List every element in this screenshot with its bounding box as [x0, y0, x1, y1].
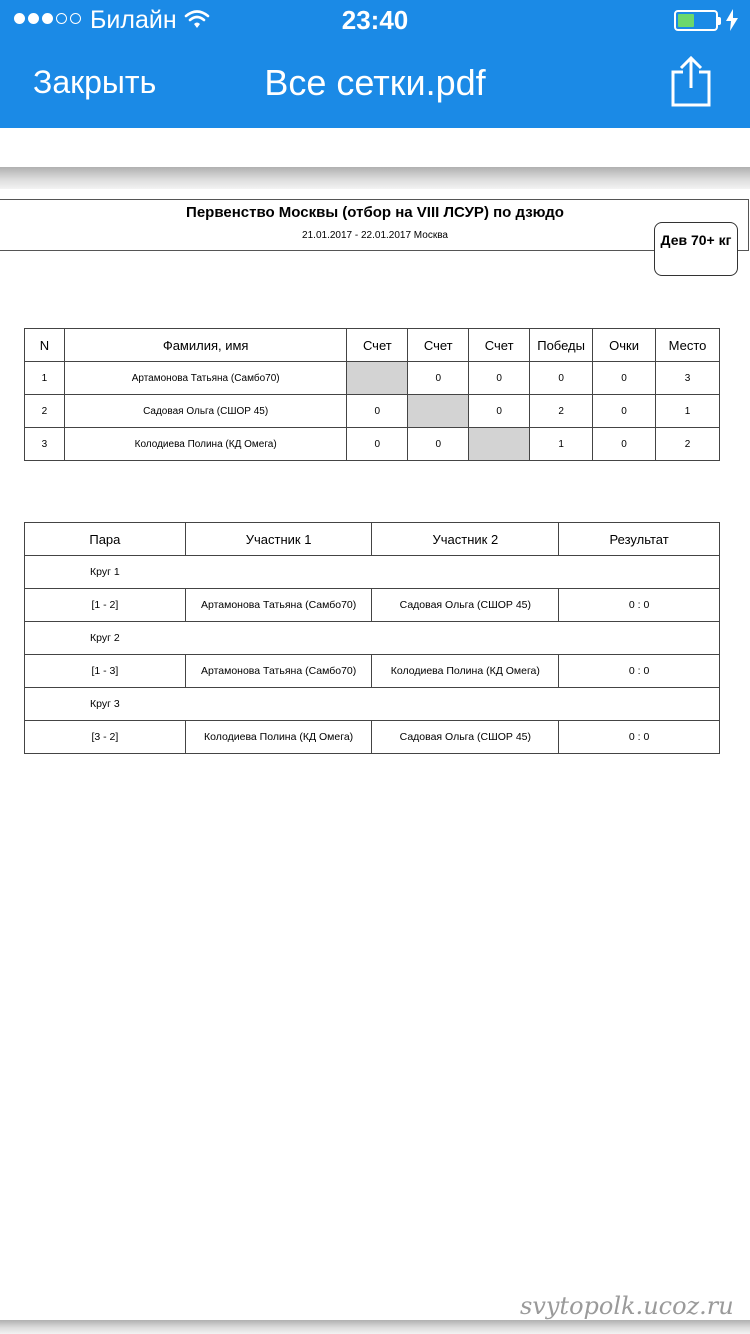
cell-participant-1: Артамонова Татьяна (Самбо70)	[185, 589, 372, 622]
round-label: Круг 3	[25, 688, 720, 721]
cell-place: 1	[656, 395, 720, 428]
cell-score: 0	[469, 395, 530, 428]
col-header-number: N	[25, 329, 65, 362]
col-header-participant-2: Участник 2	[372, 523, 559, 556]
cell-score-blank	[408, 395, 469, 428]
cell-participant-2: Садовая Ольга (СШОР 45)	[372, 589, 559, 622]
cell-result: 0 : 0	[559, 655, 720, 688]
round-row	[25, 556, 720, 589]
col-header-points: Очки	[593, 329, 656, 362]
status-time: 23:40	[341, 5, 409, 35]
document-title: Все сетки.pdf	[264, 62, 486, 103]
cell-participant-1: Колодиева Полина (КД Омега)	[185, 721, 372, 754]
status-bar	[0, 0, 750, 40]
cell-score-blank	[347, 362, 408, 395]
col-header-wins: Победы	[530, 329, 593, 362]
col-header-score-3: Счет	[469, 329, 530, 362]
cell-result: 0 : 0	[559, 589, 720, 622]
cell-wins: 1	[530, 428, 593, 461]
cell-participant-2: Садовая Ольга (СШОР 45)	[372, 721, 559, 754]
cell-score: 0	[347, 428, 408, 461]
cell-participant-1: Артамонова Татьяна (Самбо70)	[185, 655, 372, 688]
cell-score: 0	[347, 395, 408, 428]
competition-dates: 21.01.2017 - 22.01.2017 Москва	[302, 230, 448, 241]
cell-wins: 0	[530, 362, 593, 395]
round-label: Круг 1	[25, 556, 720, 589]
pairings-table	[24, 522, 720, 754]
table-row	[25, 395, 720, 428]
col-header-participant-1: Участник 1	[185, 523, 372, 556]
cell-score-blank	[469, 428, 530, 461]
cell-points: 0	[593, 362, 656, 395]
col-header-score-2: Счет	[408, 329, 469, 362]
col-header-pair: Пара	[25, 523, 186, 556]
pairings-header-row	[25, 523, 720, 556]
cell-wins: 2	[530, 395, 593, 428]
standings-table	[24, 328, 720, 461]
table-row	[25, 655, 720, 688]
cell-number: 2	[25, 395, 65, 428]
col-header-result: Результат	[559, 523, 720, 556]
cell-number: 1	[25, 362, 65, 395]
cell-pair: [3 - 2]	[25, 721, 186, 754]
charging-icon	[726, 9, 738, 31]
col-header-place: Место	[656, 329, 720, 362]
competition-title: Первенство Москвы (отбор на VIII ЛСУР) по дзюдо	[186, 204, 564, 221]
battery-icon	[674, 10, 718, 31]
cell-score: 0	[408, 362, 469, 395]
cell-participant-2: Колодиева Полина (КД Омега)	[372, 655, 559, 688]
page-separator	[0, 167, 750, 189]
cell-name: Колодиева Полина (КД Омега)	[64, 428, 346, 461]
cell-name: Артамонова Татьяна (Самбо70)	[64, 362, 346, 395]
cell-place: 2	[656, 428, 720, 461]
close-button[interactable]: Закрыть	[33, 64, 157, 100]
cell-pair: [1 - 3]	[25, 655, 186, 688]
carrier-name: Билайн	[90, 6, 177, 34]
col-header-name: Фамилия, имя	[64, 329, 346, 362]
col-header-score-1: Счет	[347, 329, 408, 362]
round-row	[25, 622, 720, 655]
table-row	[25, 362, 720, 395]
round-label: Круг 2	[25, 622, 720, 655]
weight-category-badge: Дев 70+ кг	[654, 222, 738, 276]
cell-name: Садовая Ольга (СШОР 45)	[64, 395, 346, 428]
cell-points: 0	[593, 428, 656, 461]
cell-place: 3	[656, 362, 720, 395]
round-row	[25, 688, 720, 721]
navigation-bar	[0, 0, 750, 128]
cell-score: 0	[469, 362, 530, 395]
table-row	[25, 428, 720, 461]
page-separator	[0, 1320, 750, 1334]
cell-points: 0	[593, 395, 656, 428]
cell-score: 0	[408, 428, 469, 461]
cell-result: 0 : 0	[559, 721, 720, 754]
cell-number: 3	[25, 428, 65, 461]
watermark: svytopolk.ucoz.ru	[520, 1292, 734, 1320]
table-row	[25, 589, 720, 622]
share-icon[interactable]	[668, 56, 714, 108]
cell-pair: [1 - 2]	[25, 589, 186, 622]
table-row	[25, 721, 720, 754]
standings-header-row	[25, 329, 720, 362]
